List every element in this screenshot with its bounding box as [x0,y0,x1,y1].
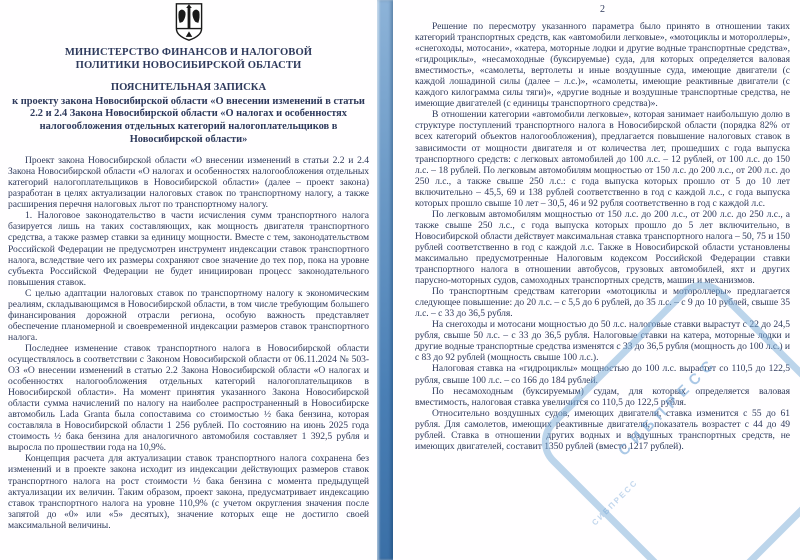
paragraph: Концепция расчета для актуализации ставок транспортного налога сохранена без изменений и в проекте закона исходит из индексации действующих размеров ставок транспортного налога на рост стоимости ½ бака бензина с момента предыдущей актуализации их величин. Таким образом, проект закона, предусматривает индексацию ставок транспортного налога на уровне 110,9% (с учетом округления значения после запятой до «0» или «5» десятых), значение которых еще не достигло своей максимальной величины. [8,453,369,531]
page-2 [393,0,800,560]
page1-paragraphs [8,155,369,531]
paragraph: По легковым автомобилям мощностью от 150 л.с. до 200 л.с., от 200 л.с. до 250 л.с., а также свыше 250 л.с., с года выпуска которых прошло до 5 лет включительно, в Новосибирской области действует максимальная ставка транспортного налога – 50, 75 и 150 рублей соответственно в год с каждой л.с. Также в Новосибирской области установлены максимально предусмотренные Налоговым кодексом Российской Федерации ставки транспортного налога в отношении автобусов, грузовых автомобилей, яхт и других парусно-моторных судов, самоходных транспортных средств, машин и механизмов. [415,208,790,287]
paragraph: 1. Налоговое законодательство в части исчисления сумм транспортного налога базируется лишь на таких составляющих, как мощность двигателя транспортного средства, а также размер ставки за единицу мощности. Вместе с тем, законодательством Российской Федерации не предусмотрен инструмент индексации ставок транспортного налога, вследствие чего их размеры сохраняют свое значение до тех пор, пока на уровне субъекта Российской Федерации не будет инициирован процесс законодательного повышения ставок. [8,210,369,288]
paragraph: В отношении категории «автомобили легковые», которая занимает наибольшую долю в структуре поступлений транспортного налога в Новосибирской области (порядка 82% от всех категорий объектов налогообложения), предлагается повышение налоговых ставок в зависимости от мощности двигателя и от количества лет, прошедших с года выпуска транспортного средств: с легковых автомобилей до 100 л.с. – 12 рублей, от 100 л.с. до 150 л.с. – 18 рублей. По легковым автомобилям мощностью от 150 л.с. до 200 л.с., от 200 л.с. до 250 л.с., а также свыше 250 л.с.: с года выпуска которых прошло от 5 до 10 лет включительно – 45,5, 69 и 138 рублей соответственно в год с каждой л.с., с года выпуска которых прошло свыше 10 лет – 30,5, 46 и 92 рубля соответственно в год с каждой л.с. [415,109,790,209]
paragraph: По транспортным средствам категории «мотоциклы и мотороллеры» предлагается следующее повышение: до 20 л.с. – с 5,5 до 6 рублей, до 35 л.с. – с 9 до 10 рублей, свыше 35 л.с. – с 33 до 36,5 рубля. [415,286,790,320]
novosibirsk-oblast-emblem-icon [175,2,203,42]
paragraph: С целью адаптации налоговых ставок по транспортному налогу к экономическим реалиям, складывающимся в Новосибирской области, в том числе требующим большего финансирования дорожной отрасли региона, особую важность представляет обеспечение планомерной и своевременной индексации размеров ставок транспортного налога. [8,287,369,343]
watermark-text-small: СИБПРЕСС [590,477,640,528]
paragraph: На снегоходы и мотосани мощностью до 50 л.с. налоговые ставки вырастут с 22 до 24,5 рубля, свыше 50 л.с. – с 33 до 36,5 рубля. Налоговые ставки на катера, моторные лодки и другие водные транспортные средства изменятся с 33 до 36,5 рубля (мощность до 100 л.с.) и с 83 до 92 рублей (мощность свыше 100 л.с.). [415,319,790,364]
page2-paragraphs [415,21,790,452]
paragraph: Относительно воздушных судов, имеющих двигатели, ставка изменится с 55 до 61 рубля. Для самолетов, имеющих реактивные двигатели, показатель возрастет с 44 до 49 рублей. Ставка в отношении других водных и воздушных транспортных средств, не имеющих двигателей, составит 1350 рублей (вместо 1217 рублей). [415,407,790,452]
paragraph: Последнее изменение ставок транспортного налога в Новосибирской области осуществлялось в соответствии с Законом Новосибирской области от 06.11.2024 № 503-ОЗ «О внесении изменений в статью 2.2 Закона Новосибирской области «О налогах и особенностях налогообложения отдельных категорий налогоплательщиков в Новосибирской области». На момент принятия указанного Закона Новосибирской области сумма начислений по налогу на наиболее распространенный в Новосибирске автомобиль Lada Granta была сопоставима со стоимостью ½ бака бензина, которая составляла в Новосибирской области 1 256 рублей. По состоянию на июнь 2025 года стоимость ½ бака бензина для аналогичного автомобиля составляет 1 392,5 рубля и выросла по прошествии года на 10,9%. [8,342,369,454]
document-subtitle: к проекту закона Новосибирской области «О внесении изменений в статьи 2.2 и 2.4 Закона Новосибирской области «О налогах и особенностях налогообложения отдельных категорий налогоплательщиков в Новосибирской области» [12,95,365,145]
ministry-name: МИНИСТЕРСТВО ФИНАНСОВ И НАЛОГОВОЙ ПОЛИТИКИ НОВОСИБИРСКОЙ ОБЛАСТИ [64,47,313,71]
page-spine-divider [377,0,393,560]
paragraph: Проект закона Новосибирской области «О внесении изменений в статьи 2.2 и 2.4 Закона Новосибирской области «О налогах и особенностях налогообложения отдельных категорий налогоплательщиков в Новосибирской области» (далее – проект закона) разработан в целях актуализации налоговых ставок по транспортному налогу, а также расширения перечня налоговых льгот по транспортному налогу. [8,155,369,211]
page-1 [0,0,377,560]
document-title: ПОЯСНИТЕЛЬНАЯ ЗАПИСКА [110,82,267,94]
paragraph: По несамоходным (буксируемым) судам, для которых определяется валовая вместимость, налоговая ставка увеличится со 110,5 до 122,5 рубля. [415,385,790,408]
page-number: 2 [600,4,605,15]
paragraph: Налоговая ставка на «гидроциклы» мощностью до 100 л.с. вырастет со 110,5 до 122,5 рубля, свыше 100 л.с. – со 166 до 184 рублей. [415,363,790,386]
paragraph: Решение по пересмотру указанного параметра было принято в отношении таких категорий транспортных средств, как «автомобили легковые», «мотоциклы и мотороллеры», «снегоходы, мотосани», «катера, моторные лодки и другие водные транспортные средства», «гидроциклы», «несамоходные (буксируемые) суда, для которых определяется валовая вместимость», «самолеты, вертолеты и иные воздушные суда, имеющие двигатели (с каждой лошадиной силы (далее – л.с.)», «самолеты, имеющие реактивные двигатели (с каждого килограмма силы тяги)», «другие водные и воздушные транспортные средства, не имеющие двигателей (с единицы транспортного средства)». [415,21,790,110]
watermark-text: СИБПРЕСС [615,353,721,460]
coat-of-arms-icon [8,2,369,44]
